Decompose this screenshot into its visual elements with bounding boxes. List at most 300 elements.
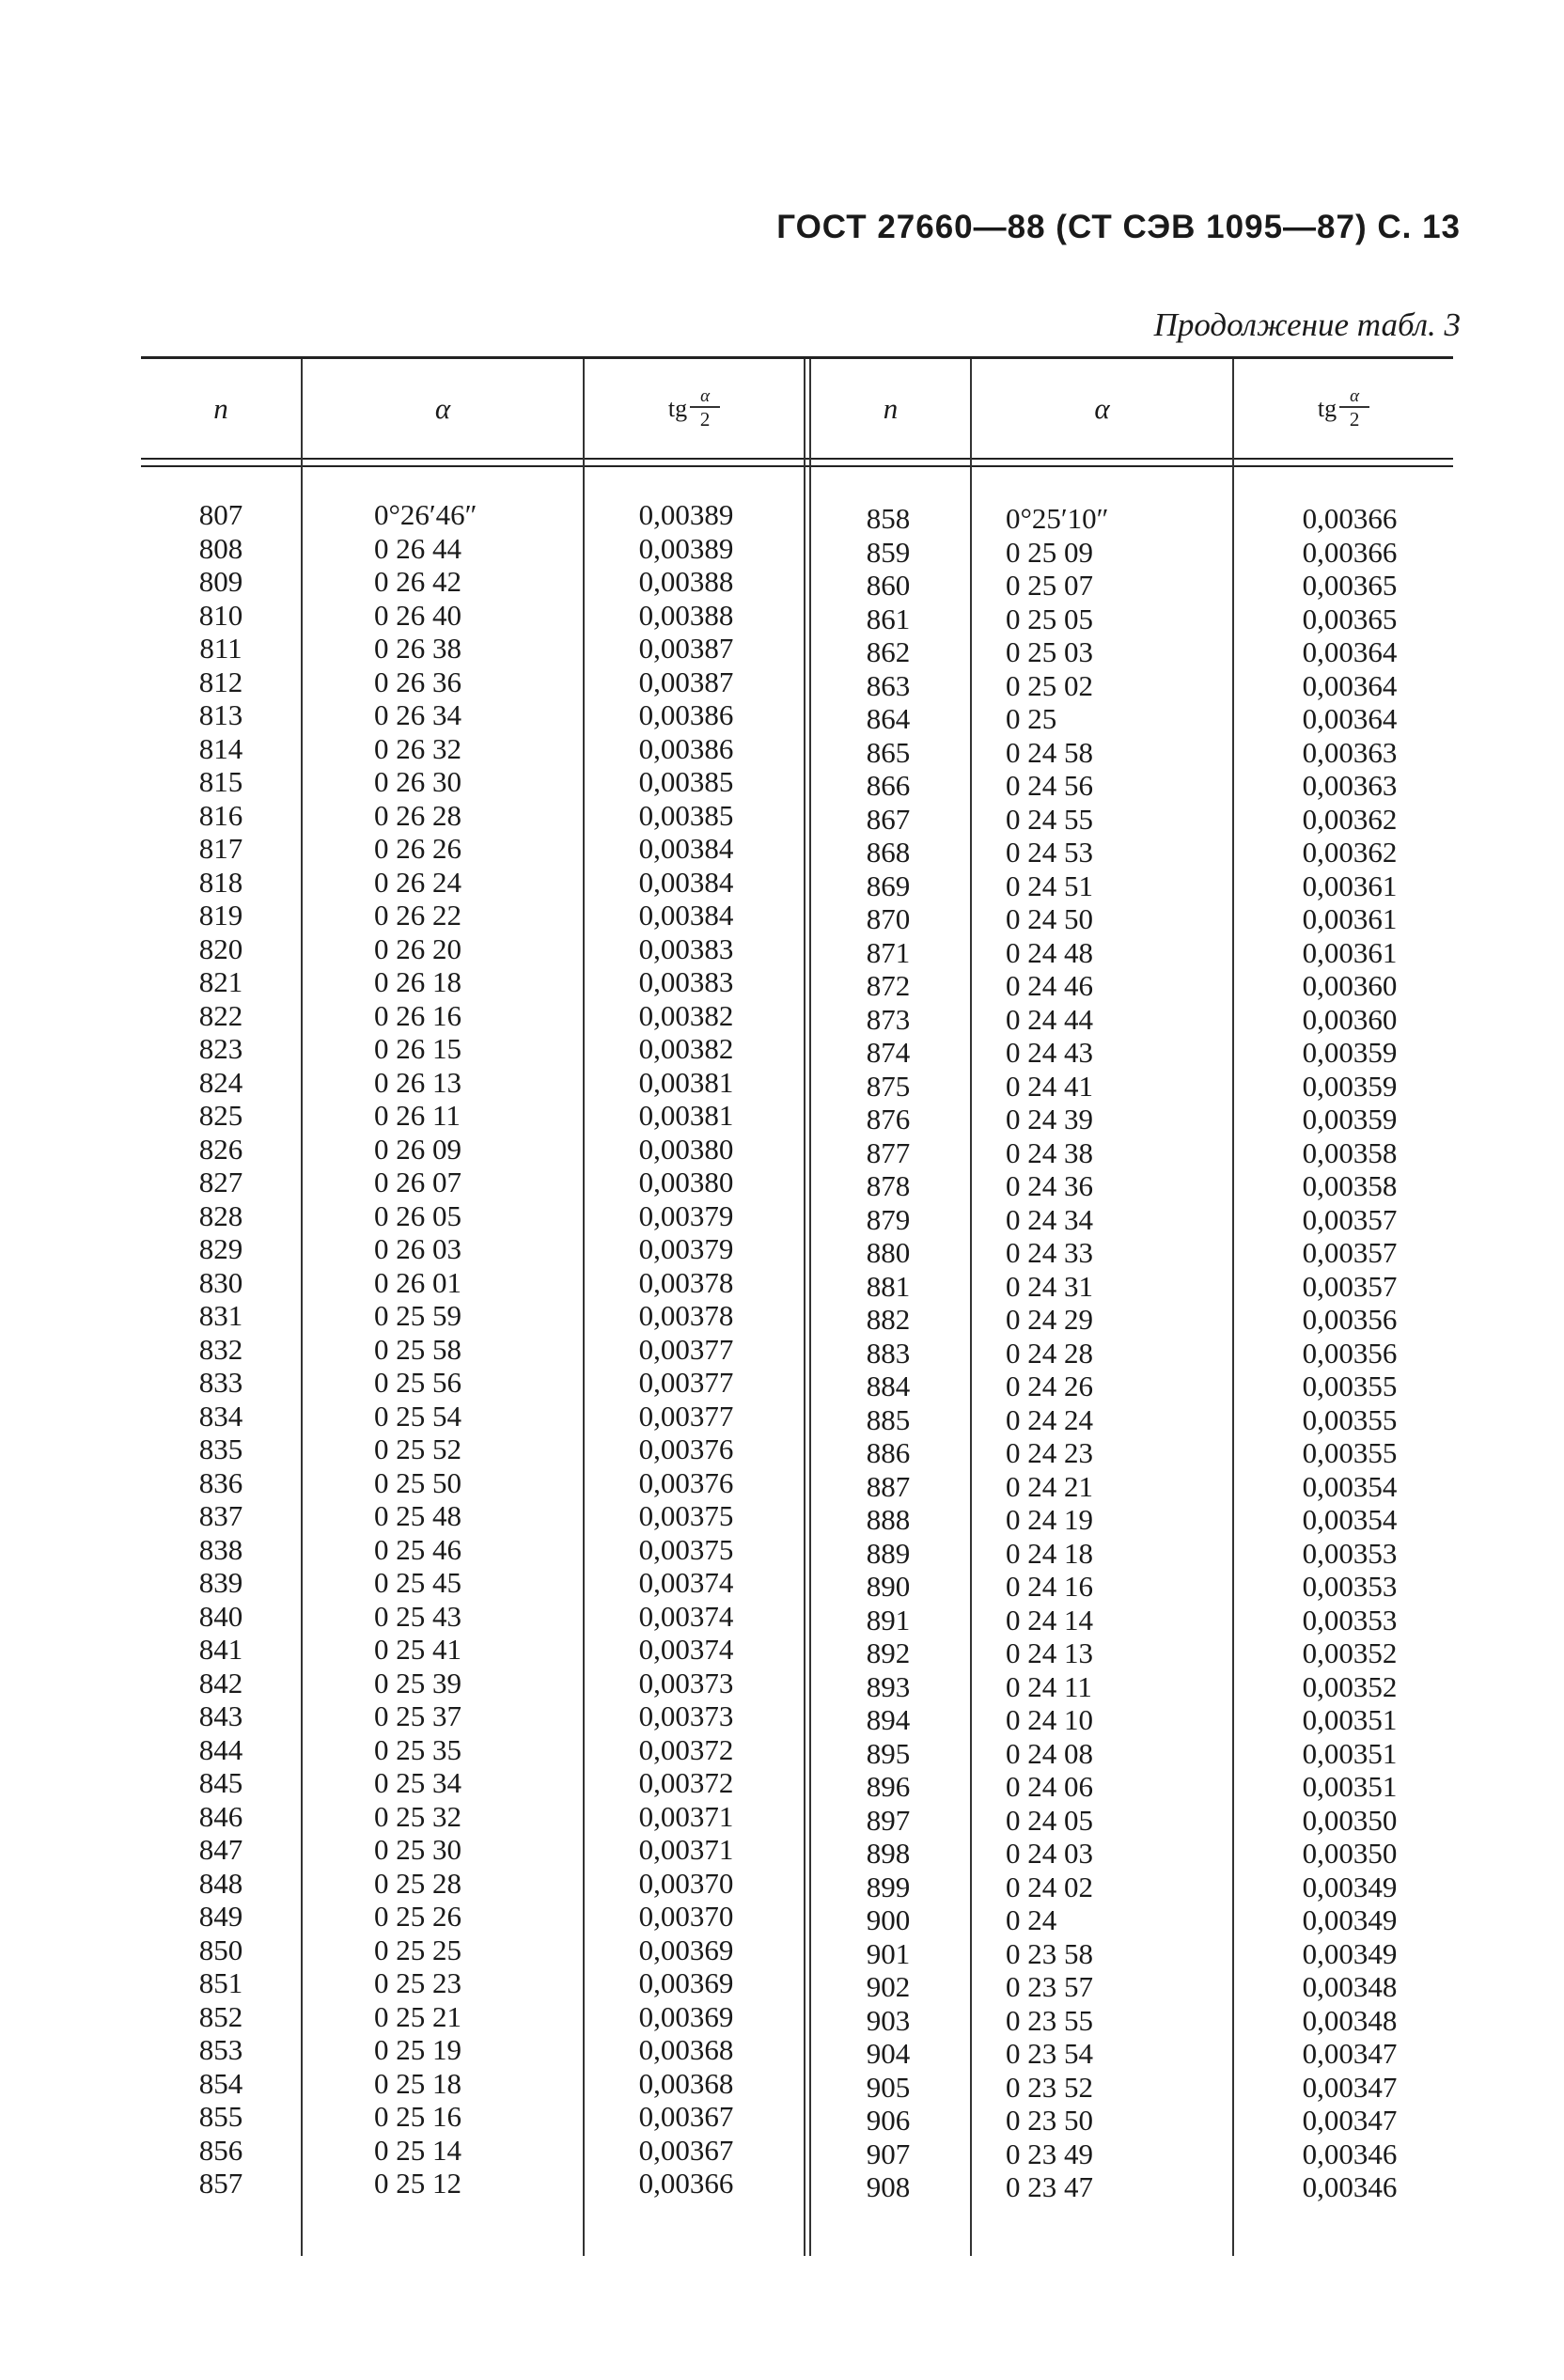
header-tg-right [1234,359,1453,458]
table-cell: 0,00361 [1302,902,1398,935]
table-cell: 0 24 34 [1006,1202,1093,1236]
table-cell: 0 25 30 [374,1833,461,1866]
table-cell: 0 26 18 [374,965,461,998]
table-cell: 892 [866,1636,911,1669]
table-cell: 0,00353 [1302,1570,1398,1603]
header-double-rule-bottom [141,465,1453,467]
table-cell: 0 24 21 [1006,1469,1093,1503]
table-cell: 0,00375 [638,1532,734,1566]
table-cell: 0,00364 [1302,635,1398,668]
table-cell: 0,00353 [1302,1603,1398,1636]
table-cell: 0,00362 [1302,802,1398,836]
table-cell: 0 25 48 [374,1499,461,1532]
table-cell: 0,00349 [1302,1870,1398,1903]
table-cell: 878 [866,1169,911,1202]
table-cell: 813 [198,698,243,731]
table-cell: 0,00365 [1302,602,1398,635]
table-cell: 893 [866,1669,911,1703]
table-cell: 0,00383 [638,932,734,965]
table-cell: 0 23 52 [1006,2070,1093,2104]
table-cell: 0 26 15 [374,1032,461,1065]
table-cell: 0,00369 [638,1999,734,2033]
column-tg-left [583,498,790,2200]
table-cell: 880 [866,1236,911,1269]
column-n-right [808,502,968,2204]
table-cell: 0,00385 [638,765,734,798]
header-alpha-label: α [1094,391,1110,425]
table-cell: 0,00350 [1302,1837,1398,1870]
table-cell: 900 [866,1903,911,1936]
table-cell: 0,00351 [1302,1770,1398,1803]
table-cell: 0,00370 [638,1866,734,1900]
column-divider [1232,359,1234,2256]
table-cell: 0,00354 [1302,1469,1398,1503]
table-cell: 0,00379 [638,1198,734,1232]
table-cell: 865 [866,735,911,769]
fraction-denominator: 2 [1349,407,1360,431]
table-cell: 835 [198,1433,243,1465]
table-cell: 0 25 32 [374,1799,461,1833]
header-double-rule-top [141,458,1453,460]
table-cell: 0 26 36 [374,665,461,698]
table-cell: 0,00363 [1302,735,1398,769]
table-cell: 0 24 14 [1006,1603,1093,1636]
table-cell: 902 [866,1970,911,2003]
table-cell: 836 [198,1465,243,1499]
table-cell: 0 25 [1006,702,1057,735]
table-cell: 889 [866,1536,911,1570]
table-cell: 0,00366 [1302,502,1398,535]
table-cell: 908 [866,2170,911,2203]
table-cell: 0 26 05 [374,1198,461,1232]
table-cell: 820 [198,932,243,965]
table-cell: 0,00353 [1302,1536,1398,1570]
table-cell: 0 25 18 [374,2066,461,2100]
table-cell: 884 [866,1370,911,1402]
table-cell: 0,00385 [638,798,734,832]
table-cell: 0°26′46″ [374,498,477,531]
table-cell: 0 24 02 [1006,1870,1093,1903]
table-cell: 876 [866,1103,911,1135]
table-cell: 0,00364 [1302,668,1398,702]
table-cell: 844 [198,1732,243,1766]
table-cell: 0 25 39 [374,1666,461,1699]
table-cell: 0 25 58 [374,1332,461,1366]
table-cell: 831 [198,1299,243,1332]
table-cell: 897 [866,1803,911,1837]
table-cell: 0 26 07 [374,1166,461,1198]
table-cell: 861 [866,602,911,635]
table-cell: 0,00358 [1302,1135,1398,1169]
table-cell: 0 24 13 [1006,1636,1093,1669]
table-cell: 0 25 23 [374,1966,461,1999]
table-cell: 0,00387 [638,665,734,698]
table-cell: 0 24 16 [1006,1570,1093,1603]
table-cell: 0 25 43 [374,1599,461,1633]
table-cell: 0 26 44 [374,531,461,565]
fraction-denominator: 2 [699,407,711,431]
table-cell: 0,00346 [1302,2137,1398,2170]
table-cell: 849 [198,1900,243,1933]
table-cell: 0 24 18 [1006,1536,1093,1570]
header-n-left [141,359,301,458]
table-cell: 817 [198,832,243,865]
header-alpha-right [972,359,1232,458]
table-cell: 870 [866,902,911,935]
table-cell: 825 [198,1099,243,1132]
table-cell: 0,00360 [1302,1002,1398,1036]
table-cell: 856 [198,2133,243,2167]
table-cell: 0,00378 [638,1265,734,1299]
table-cell: 0 23 50 [1006,2104,1093,2137]
table-cell: 891 [866,1603,911,1636]
table-cell: 0 24 [1006,1903,1057,1936]
table-cell: 859 [866,535,911,569]
table-cell: 0 25 02 [1006,668,1093,702]
table-cell: 0 24 55 [1006,802,1093,836]
table-cell: 869 [866,869,911,902]
table-cell: 814 [198,731,243,765]
table-cell: 0 26 38 [374,632,461,665]
table-cell: 826 [198,1132,243,1166]
table-cell: 0 26 34 [374,698,461,731]
table-cell: 0,00389 [638,531,734,565]
table-cell: 0,00364 [1302,702,1398,735]
table-cell: 0,00379 [638,1232,734,1265]
table-cell: 0 25 52 [374,1433,461,1465]
table-cell: 816 [198,798,243,832]
table-cell: 0 24 06 [1006,1770,1093,1803]
table-cell: 815 [198,765,243,798]
table-cell: 823 [198,1032,243,1065]
table-cell: 0 24 24 [1006,1402,1093,1436]
table-cell: 0 24 39 [1006,1103,1093,1135]
table-cell: 845 [198,1766,243,1799]
header-alpha-label: α [434,391,451,425]
table-cell: 907 [866,2137,911,2170]
table-cell: 877 [866,1135,911,1169]
table-cell: 0,00382 [638,998,734,1032]
header-n-label: n [213,391,228,425]
table-cell: 901 [866,1936,911,1970]
column-divider [970,359,972,2256]
table-cell: 0 24 58 [1006,735,1093,769]
table-cell: 0 24 03 [1006,1837,1093,1870]
fraction-numerator: α [700,385,711,406]
table-cell: 0 25 41 [374,1633,461,1666]
table-cell: 0 26 28 [374,798,461,832]
table-cell: 0,00358 [1302,1169,1398,1202]
table-cell: 0 26 11 [374,1099,461,1132]
table-cell: 0,00368 [638,2066,734,2100]
column-alpha-left [374,498,477,2200]
table-cell: 862 [866,635,911,668]
table-cell: 0,00349 [1302,1936,1398,1970]
table-cell: 0,00359 [1302,1036,1398,1069]
table-cell: 0,00383 [638,965,734,998]
table-cell: 0,00378 [638,1299,734,1332]
table-cell: 827 [198,1166,243,1198]
table-cell: 0 24 46 [1006,969,1093,1002]
table-cell: 0,00347 [1302,2104,1398,2137]
table-cell: 0 24 51 [1006,869,1093,902]
table-cell: 883 [866,1336,911,1370]
table-cell: 847 [198,1833,243,1866]
table-cell: 0 24 19 [1006,1503,1093,1536]
table-cell: 0 26 20 [374,932,461,965]
table-cell: 896 [866,1770,911,1803]
table-cell: 808 [198,531,243,565]
table-cell: 886 [866,1436,911,1469]
table-cell: 0,00351 [1302,1703,1398,1736]
table-cell: 807 [198,498,243,531]
table-cell: 0 26 22 [374,899,461,932]
table-cell: 0,00349 [1302,1903,1398,1936]
table-cell: 0 24 10 [1006,1703,1093,1736]
table-cell: 0,00369 [638,1933,734,1966]
table-cell: 0 26 42 [374,565,461,598]
table-cell: 0 24 50 [1006,902,1093,935]
table-cell: 0,00350 [1302,1803,1398,1837]
table-cell: 0,00389 [638,498,734,531]
table-cell: 0,00347 [1302,2037,1398,2070]
table-cell: 0,00355 [1302,1370,1398,1402]
table-cell: 0,00355 [1302,1402,1398,1436]
table-cell: 0,00367 [638,2100,734,2133]
table-cell: 0 25 19 [374,2033,461,2066]
table-cell: 0,00384 [638,832,734,865]
table-cell: 0°25′10″ [1006,502,1109,535]
table-cell: 875 [866,1069,911,1103]
table-cell: 0 23 47 [1006,2170,1093,2203]
table-cell: 0,00351 [1302,1736,1398,1770]
table-cell: 867 [866,802,911,836]
tg-label: tg [667,394,688,422]
table-cell: 0,00352 [1302,1669,1398,1703]
header-tg-left [585,359,804,458]
table-cell: 0,00386 [638,731,734,765]
table-cell: 0 26 09 [374,1132,461,1166]
table-cell: 0 24 48 [1006,935,1093,969]
table-cell: 905 [866,2070,911,2104]
fraction [1339,387,1369,431]
table-cell: 898 [866,1837,911,1870]
table-cell: 0,00367 [638,2133,734,2167]
table-cell: 0 25 16 [374,2100,461,2133]
tg-label: tg [1317,394,1337,422]
table-cell: 906 [866,2104,911,2137]
table-cell: 0 25 26 [374,1900,461,1933]
table-cell: 0 26 30 [374,765,461,798]
table-cell: 840 [198,1599,243,1633]
table-cell: 0,00384 [638,899,734,932]
table-cell: 854 [198,2066,243,2100]
table-cell: 832 [198,1332,243,1366]
table-cell: 0,00346 [1302,2170,1398,2203]
header-n-label: n [883,391,899,425]
table-cell: 0,00361 [1302,935,1398,969]
table-cell: 0 26 26 [374,832,461,865]
table-cell: 824 [198,1065,243,1099]
table-cell: 0,00377 [638,1399,734,1433]
table-cell: 0,00359 [1302,1103,1398,1135]
table-cell: 0,00381 [638,1065,734,1099]
table-cell: 846 [198,1799,243,1833]
table-cell: 0 23 55 [1006,2003,1093,2037]
table-cell: 0,00370 [638,1900,734,1933]
table-cell: 0 25 35 [374,1732,461,1766]
table-cell: 0,00362 [1302,836,1398,869]
table-cell: 830 [198,1265,243,1299]
column-tg-right [1245,502,1454,2204]
table-cell: 0 24 28 [1006,1336,1093,1370]
table-cell: 0 24 31 [1006,1269,1093,1303]
table-cell: 0,00357 [1302,1236,1398,1269]
table-cell: 0,00354 [1302,1503,1398,1536]
table-cell: 866 [866,769,911,802]
table-cell: 848 [198,1866,243,1900]
table-cell: 0,00388 [638,598,734,632]
fraction-numerator: α [1350,385,1360,406]
table-cell: 872 [866,969,911,1002]
table-cell: 0 25 03 [1006,635,1093,668]
page-header: ГОСТ 27660—88 (СТ СЭВ 1095—87) С. 13 [776,209,1461,245]
table-cell: 0,00360 [1302,969,1398,1002]
table-cell: 0 25 21 [374,1999,461,2033]
table-cell: 851 [198,1966,243,1999]
header-n-right [811,359,970,458]
table-cell: 810 [198,598,243,632]
table-cell: 0,00352 [1302,1636,1398,1669]
table-cell: 0,00371 [638,1799,734,1833]
table-cell: 0,00373 [638,1699,734,1732]
table-cell: 0,00386 [638,698,734,731]
table-cell: 0,00347 [1302,2070,1398,2104]
table-cell: 0,00377 [638,1332,734,1366]
table-cell: 0 24 29 [1006,1303,1093,1336]
table-cell: 0 26 24 [374,865,461,899]
table-cell: 0 25 09 [1006,535,1093,569]
table-cell: 0 26 01 [374,1265,461,1299]
table-cell: 0 23 57 [1006,1970,1093,2003]
table-cell: 0 25 37 [374,1699,461,1732]
table-cell: 0 25 07 [1006,569,1093,602]
table-cell: 0,00361 [1302,869,1398,902]
table-cell: 858 [866,502,911,535]
table-cell: 0 24 33 [1006,1236,1093,1269]
table-cell: 842 [198,1666,243,1699]
table-cell: 0 23 49 [1006,2137,1093,2170]
table-cell: 809 [198,565,243,598]
table-cell: 0,00381 [638,1099,734,1132]
table-cell: 0,00365 [1302,569,1398,602]
table-cell: 0 24 11 [1006,1669,1092,1703]
column-divider [301,359,303,2256]
table-cell: 0,00376 [638,1465,734,1499]
column-alpha-right [1006,502,1109,2204]
table-cell: 0 25 28 [374,1866,461,1900]
table-cell: 857 [198,2167,243,2200]
table-cell: 888 [866,1503,911,1536]
table-cell: 0,00357 [1302,1202,1398,1236]
table-cell: 887 [866,1469,911,1503]
table-cell: 890 [866,1570,911,1603]
tg-half-alpha-formula [668,387,720,431]
table-cell: 0,00356 [1302,1303,1398,1336]
table-cell: 0,00366 [638,2167,734,2200]
table-cell: 0 24 43 [1006,1036,1093,1069]
table-cell: 0 24 38 [1006,1135,1093,1169]
table-cell: 822 [198,998,243,1032]
table-cell: 0,00371 [638,1833,734,1866]
table-cell: 904 [866,2037,911,2070]
table-cell: 0 24 26 [1006,1370,1093,1402]
table-cell: 0,00366 [1302,535,1398,569]
table-cell: 852 [198,1999,243,2033]
table-cell: 0 24 41 [1006,1069,1093,1103]
table-cell: 833 [198,1366,243,1399]
table-cell: 864 [866,702,911,735]
table-cell: 868 [866,836,911,869]
table-cell: 841 [198,1633,243,1666]
table-cell: 0,00382 [638,1032,734,1065]
table-cell: 0 25 05 [1006,602,1093,635]
table-cell: 0,00388 [638,565,734,598]
table-cell: 0 24 56 [1006,769,1093,802]
table-cell: 0 24 53 [1006,836,1093,869]
table-caption: Продолжение табл. 3 [1153,306,1461,343]
table-cell: 0 25 25 [374,1933,461,1966]
table-cell: 0 26 16 [374,998,461,1032]
column-divider [804,359,805,2256]
table-cell: 0,00368 [638,2033,734,2066]
table-cell: 829 [198,1232,243,1265]
table-cell: 0,00380 [638,1132,734,1166]
table-cell: 0 26 13 [374,1065,461,1099]
table-cell: 0,00372 [638,1766,734,1799]
column-n-left [141,498,301,2200]
table-cell: 0,00357 [1302,1269,1398,1303]
table-cell: 0 26 40 [374,598,461,632]
table-cell: 834 [198,1399,243,1433]
table-cell: 0,00374 [638,1566,734,1599]
table-cell: 819 [198,899,243,932]
table-cell: 0 25 14 [374,2133,461,2167]
table-cell: 850 [198,1933,243,1966]
table-cell: 843 [198,1699,243,1732]
table-cell: 0 25 46 [374,1532,461,1566]
table-cell: 863 [866,668,911,702]
table-cell: 0 25 34 [374,1766,461,1799]
table-cell: 0,00356 [1302,1336,1398,1370]
table-cell: 879 [866,1202,911,1236]
table-cell: 0,00387 [638,632,734,665]
table-cell: 818 [198,865,243,899]
table-cell: 0,00359 [1302,1069,1398,1103]
table-cell: 0 23 54 [1006,2037,1093,2070]
table-cell: 0,00369 [638,1966,734,1999]
fraction [690,387,720,431]
table-cell: 0 24 08 [1006,1736,1093,1770]
table-cell: 0,00374 [638,1633,734,1666]
table-cell: 0 25 45 [374,1566,461,1599]
table-cell: 837 [198,1499,243,1532]
table-cell: 0,00374 [638,1599,734,1633]
table-cell: 0 25 12 [374,2167,461,2200]
table-cell: 0 23 58 [1006,1936,1093,1970]
table-cell: 0,00348 [1302,2003,1398,2037]
table-cell: 0 24 23 [1006,1436,1093,1469]
